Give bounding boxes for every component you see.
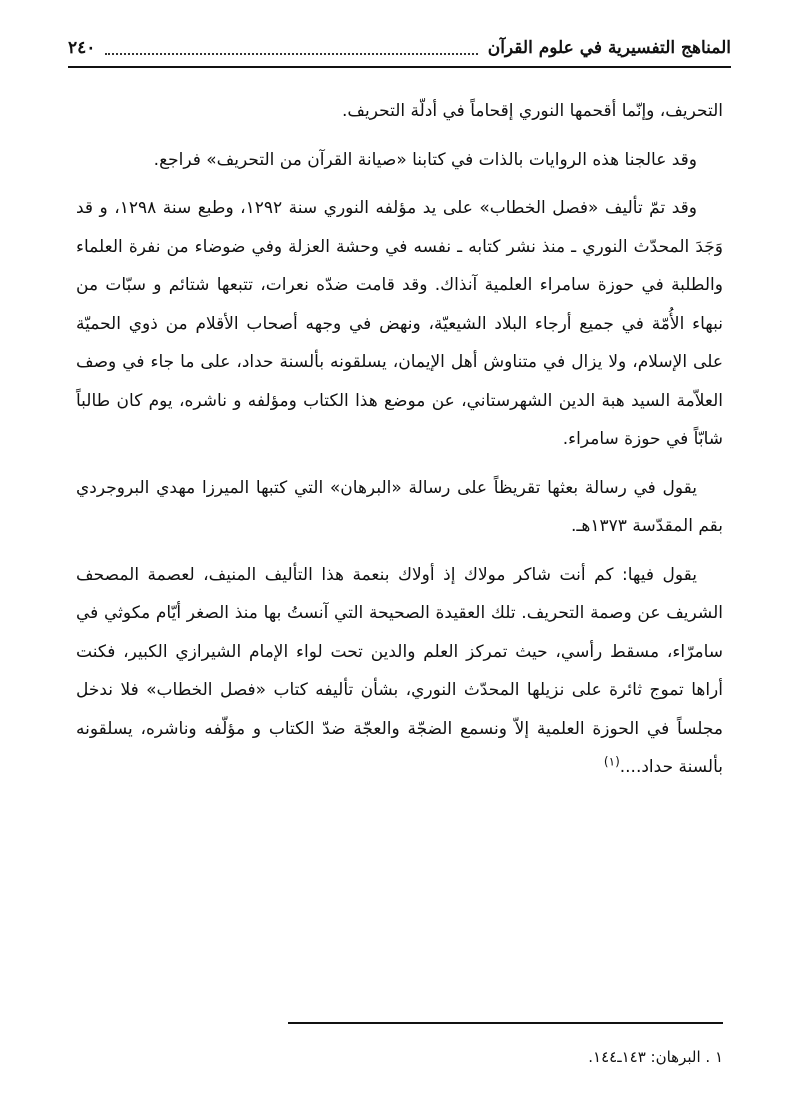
paragraph-5 bbox=[76, 556, 723, 787]
footnote: ١ . البرهان: ١٤٣ـ١٤٤. bbox=[588, 1048, 723, 1066]
footnote-separator bbox=[288, 1022, 723, 1024]
paragraph-2: وقد عالجنا هذه الروايات بالذات في كتابنا «صيانة القرآن من التحريف» فراجع. bbox=[153, 149, 697, 170]
paragraph-3: وقد تمّ تأليف «فصل الخطاب» على يد مؤلفه النوري سنة ١٢٩٢، وطبع سنة ١٢٩٨، و قد وَجَدَ المحدّث النوري ـ منذ نشر كتابه ـ نفسه في وحشة العزلة وفي ضوضاء من نفرة العلماء والطلبة في حوزة سامراء العلمية آنذاك. وقد قامت ضدّه نعرات، تتبعها شتائم و سبّات من نبهاء الأُمّة في جميع أرجاء البلاد الشيعيّة، ونهض في وجهه أصحاب الأقلام من ذوي الحميّة على الإسلام، ولا يزال في متناوش أهل الإيمان، يسلقونه بألسنة حداد، على ما جاء في وصف العلاّمة السيد هبة الدين الشهرستاني، عن موضع هذا الكتاب ومؤلفه و ناشره، يوم كان طالباً شابّاً في حوزة سامراء. bbox=[76, 198, 723, 449]
header-title: المناهج التفسيرية في علوم القرآن bbox=[487, 38, 731, 58]
header-dotted-leader bbox=[105, 41, 477, 55]
body-text bbox=[76, 92, 723, 787]
paragraph-1: التحريف، وإنّما أقحمها النوري إقحاماً في أدلّة التحريف. bbox=[342, 101, 723, 121]
running-header bbox=[68, 30, 731, 68]
paragraph-5-text: يقول فيها: كم أنت شاكر مولاك إذ أولاك بنعمة هذا التأليف المنيف، لعصمة المصحف الشريف عن وصمة التحريف. تلك العقيدة الصحيحة التي آنستُ بها منذ الصغر أيّام مكوثي في سامرّاء، مسقط رأسي، حيث تمركز العلم والدين تحت لواء الإمام الشيرازي الكبير، فكنت أراها تموج ثائرة على نزيلها المحدّث النوري، بشأن تأليفه كتاب «فصل الخطاب» فلا ندخل مجلساً في الحوزة العلمية إلاّ ونسمع الضجّة والعجّة ضدّ الكتاب و مؤلّفه وناشره، يسلقونه بألسنة حداد.... bbox=[76, 564, 723, 777]
paragraph-4: يقول في رسالة بعثها تقريظاً على رسالة «البرهان» التي كتبها الميرزا مهدي البروجردي بقم المقدّسة ١٣٧٣هـ. bbox=[76, 477, 723, 536]
footnote-marker: (١) bbox=[603, 754, 620, 769]
page-number: ٢٤٠ bbox=[68, 38, 96, 58]
